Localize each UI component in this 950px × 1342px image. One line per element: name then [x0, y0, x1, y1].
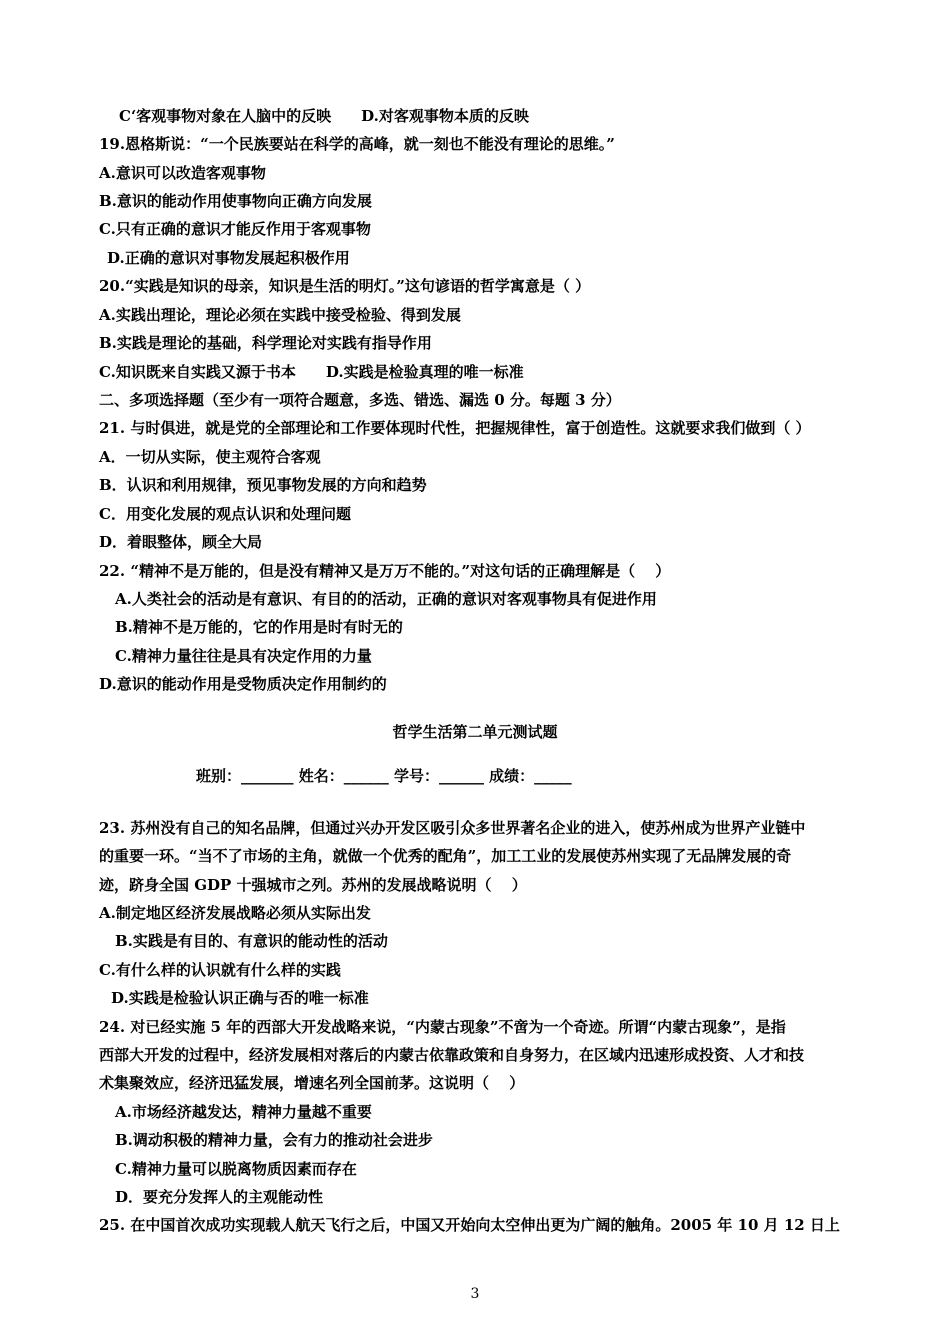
- question-20: 20.“实践是知识的母亲，知识是生活的明灯。”这句谚语的哲学寓意是（ ）: [99, 277, 591, 295]
- page-number: 3: [470, 1286, 480, 1302]
- option-22b: B.精神不是万能的，它的作用是时有时无的: [115, 618, 403, 636]
- option-19d: D.正确的意识对事物发展起积极作用: [107, 249, 350, 267]
- option-22a: A.人类社会的活动是有意识、有目的的活动，正确的意识对客观事物具有促进作用: [115, 590, 657, 608]
- text-line: C‘客观事物对象在人脑中的反映 D.对客观事物本质的反映: [119, 107, 529, 125]
- option-24a: A.市场经济越发达，精神力量越不重要: [115, 1103, 372, 1121]
- question-23-cont: 的重要一环。“当不了市场的主角，就做一个优秀的配角”，加工工业的发展使苏州实现了无品牌发展的奇: [99, 847, 792, 865]
- question-19: 19.恩格斯说：“一个民族要站在科学的高峰，就一刻也不能没有理论的思维。”: [99, 135, 615, 153]
- option-20b: B.实践是理论的基础，科学理论对实践有指导作用: [99, 334, 432, 352]
- option-19b: B.意识的能动作用使事物向正确方向发展: [99, 192, 372, 210]
- option-20a: A.实践出理论，理论必须在实践中接受检验、得到发展: [99, 306, 461, 324]
- question-23-cont: 迹，跻身全国 GDP 十强城市之列。苏州的发展战略说明（ ）: [99, 876, 527, 894]
- page-title: 哲学生活第二单元测试题: [392, 723, 558, 741]
- option-23b: B.实践是有目的、有意识的能动性的活动: [115, 932, 388, 950]
- question-24-cont: 西部大开发的过程中，经济发展相对落后的内蒙古依靠政策和自身努力，在区域内迅速形成投资、人才和技: [99, 1046, 805, 1064]
- option-23c: C.有什么样的认识就有什么样的实践: [99, 961, 341, 979]
- option-21d: D．着眼整体，顾全大局: [99, 533, 263, 551]
- option-23a: A.制定地区经济发展战略必须从实际出发: [99, 904, 371, 922]
- question-24: 24. 对已经实施 5 年的西部大开发战略来说，“内蒙古现象”不啻为一个奇迹。所谓“内蒙古现象”，是指: [99, 1018, 786, 1036]
- option-24b: B.调动积极的精神力量，会有力的推动社会进步: [115, 1131, 433, 1149]
- option-21a: A．一切从实际，使主观符合客观: [99, 448, 321, 466]
- option-21c: C．用变化发展的观点认识和处理问题: [99, 505, 351, 523]
- option-19c: C.只有正确的意识才能反作用于客观事物: [99, 220, 371, 238]
- student-info-line: 班别：_______ 姓名：______ 学号：______ 成绩：_____: [196, 767, 572, 785]
- question-21: 21. 与时俱进，就是党的全部理论和工作要体现时代性，把握规律性，富于创造性。这就要求我们做到（ ）: [99, 419, 811, 437]
- option-22d: D.意识的能动作用是受物质决定作用制约的: [99, 675, 387, 693]
- option-20cd: C.知识既来自实践又源于书本 D.实践是检验真理的唯一标准: [99, 363, 524, 381]
- question-22: 22. “精神不是万能的，但是没有精神又是万万不能的。”对这句话的正确理解是（ ）: [99, 562, 671, 580]
- question-24-cont: 术集聚效应，经济迅猛发展，增速名列全国前茅。这说明（ ）: [99, 1074, 525, 1092]
- option-22c: C.精神力量往往是具有决定作用的力量: [115, 647, 372, 665]
- option-19a: A.意识可以改造客观事物: [99, 164, 266, 182]
- question-25: 25. 在中国首次成功实现载人航天飞行之后，中国又开始向太空伸出更为广阔的触角。2005 年 10 月 12 日上: [99, 1216, 840, 1234]
- option-21b: B．认识和利用规律，预见事物发展的方向和趋势: [99, 476, 427, 494]
- option-24d: D．要充分发挥人的主观能动性: [115, 1188, 324, 1206]
- question-23: 23. 苏州没有自己的知名品牌，但通过兴办开发区吸引众多世界著名企业的进入，使苏州成为世界产业链中: [99, 819, 806, 837]
- option-23d: D.实践是检验认识正确与否的唯一标准: [111, 989, 369, 1007]
- section-heading: 二、多项选择题（至少有一项符合题意，多选、错选、漏选 0 分。每题 3 分）: [99, 391, 621, 409]
- option-24c: C.精神力量可以脱离物质因素而存在: [115, 1160, 357, 1178]
